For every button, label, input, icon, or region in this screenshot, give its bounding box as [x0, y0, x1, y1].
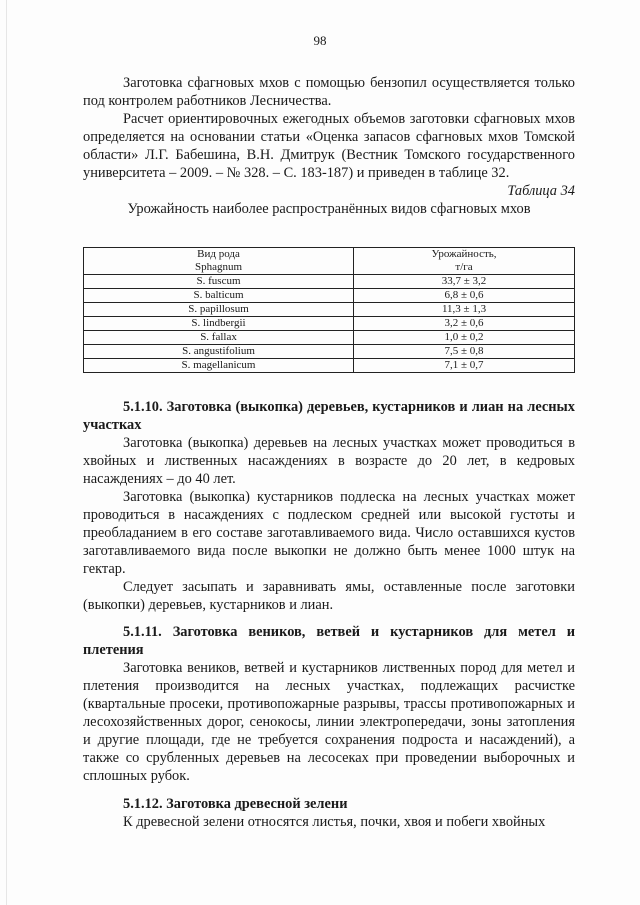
- paragraph: К древесной зелени относятся листья, почки, хвоя и побеги хвойных: [123, 814, 546, 830]
- paragraph: Заготовка веников, ветвей и кустарников лиственных пород для метел и плетения производится на лесных участках, подлежащих расчистке (квартальные просеки, противопожарные разрывы, трассы противопожарных и лесохозяйственных дорог, сенокосы, линии электропередачи, зоны затопления и другие площади, где не требуется сохранения подроста и насаждений), а также со срубленных деревьев на лесосеках при проведении выборочных и сплошных рубок.: [83, 660, 575, 784]
- table-row: [84, 359, 575, 373]
- yield-cell: 1,0 ± 0,2: [354, 331, 575, 345]
- section-5-1-10: [83, 398, 575, 614]
- section-5-1-11: [83, 623, 575, 785]
- header-yield-line2: т/га: [455, 261, 473, 273]
- header-yield: [354, 248, 575, 275]
- paragraph: Следует засыпать и заравнивать ямы, оставленные после заготовки (выкопки) деревьев, кустарников и лиан.: [83, 579, 575, 613]
- species-cell: S. papillosum: [84, 303, 354, 317]
- page-number: 98: [313, 33, 327, 48]
- section-heading: 5.1.11. Заготовка веников, ветвей и кустарников для метел и плетения: [83, 624, 575, 658]
- species-cell: S. fuscum: [84, 275, 354, 289]
- table-row: [84, 289, 575, 303]
- yield-cell: 11,3 ± 1,3: [354, 303, 575, 317]
- species-cell: S. lindbergii: [84, 317, 354, 331]
- yield-cell: 3,2 ± 0,6: [354, 317, 575, 331]
- table-row: [84, 331, 575, 345]
- species-cell: S. angustifolium: [84, 345, 354, 359]
- yield-table: [83, 247, 575, 373]
- yield-cell: 7,1 ± 0,7: [354, 359, 575, 373]
- paragraph: Заготовка (выкопка) деревьев на лесных участках может проводиться в хвойных и лиственных насаждениях в возрасте до 20 лет, в кедровых насаждениях – до 40 лет.: [83, 435, 575, 487]
- section-heading: 5.1.10. Заготовка (выкопка) деревьев, кустарников и лиан на лесных участках: [83, 399, 575, 433]
- species-cell: S. fallax: [84, 331, 354, 345]
- paragraph: Заготовка (выкопка) кустарников подлеска на лесных участках может проводиться в насаждениях с подлеском средней или высокой густоты и преобладанием в его составе заготавливаемого вида. Число оставшихся кустов заготавливаемого вида после выкопки не должно быть менее 1000 штук на гектар.: [83, 489, 575, 577]
- species-cell: S. magellanicum: [84, 359, 354, 373]
- header-species-line1: Вид рода: [197, 248, 240, 260]
- scan-edge: [6, 0, 7, 905]
- intro-block: [83, 74, 575, 218]
- table-row: [84, 317, 575, 331]
- table-row: [84, 303, 575, 317]
- species-cell: S. balticum: [84, 289, 354, 303]
- table-row: [84, 345, 575, 359]
- header-species-line2: Sphagnum: [194, 261, 243, 273]
- header-yield-line1: Урожайность,: [431, 248, 497, 260]
- header-species: [84, 248, 354, 275]
- table-title: Урожайность наиболее распространённых видов сфагновых мхов: [127, 201, 531, 217]
- table-label: Таблица 34: [507, 183, 575, 199]
- yield-cell: 6,8 ± 0,6: [354, 289, 575, 303]
- paragraph: Расчет ориентировочных ежегодных объемов заготовки сфагновых мхов определяется на основании статьи «Оценка запасов сфагновых мхов Томской области» Л.Г. Бабешина, В.Н. Дмитрук (Вестник Томского государственного университета – 2009. – № 328. – С. 183-187) и приведен в таблице 32.: [83, 111, 575, 181]
- table-header-row: [84, 248, 575, 275]
- section-5-1-12: [83, 795, 575, 831]
- yield-cell: 7,5 ± 0,8: [354, 345, 575, 359]
- table-row: [84, 275, 575, 289]
- yield-cell: 33,7 ± 3,2: [354, 275, 575, 289]
- section-heading: 5.1.12. Заготовка древесной зелени: [123, 796, 348, 812]
- paragraph: Заготовка сфагновых мхов с помощью бензопил осуществляется только под контролем работников Лесничества.: [83, 75, 575, 109]
